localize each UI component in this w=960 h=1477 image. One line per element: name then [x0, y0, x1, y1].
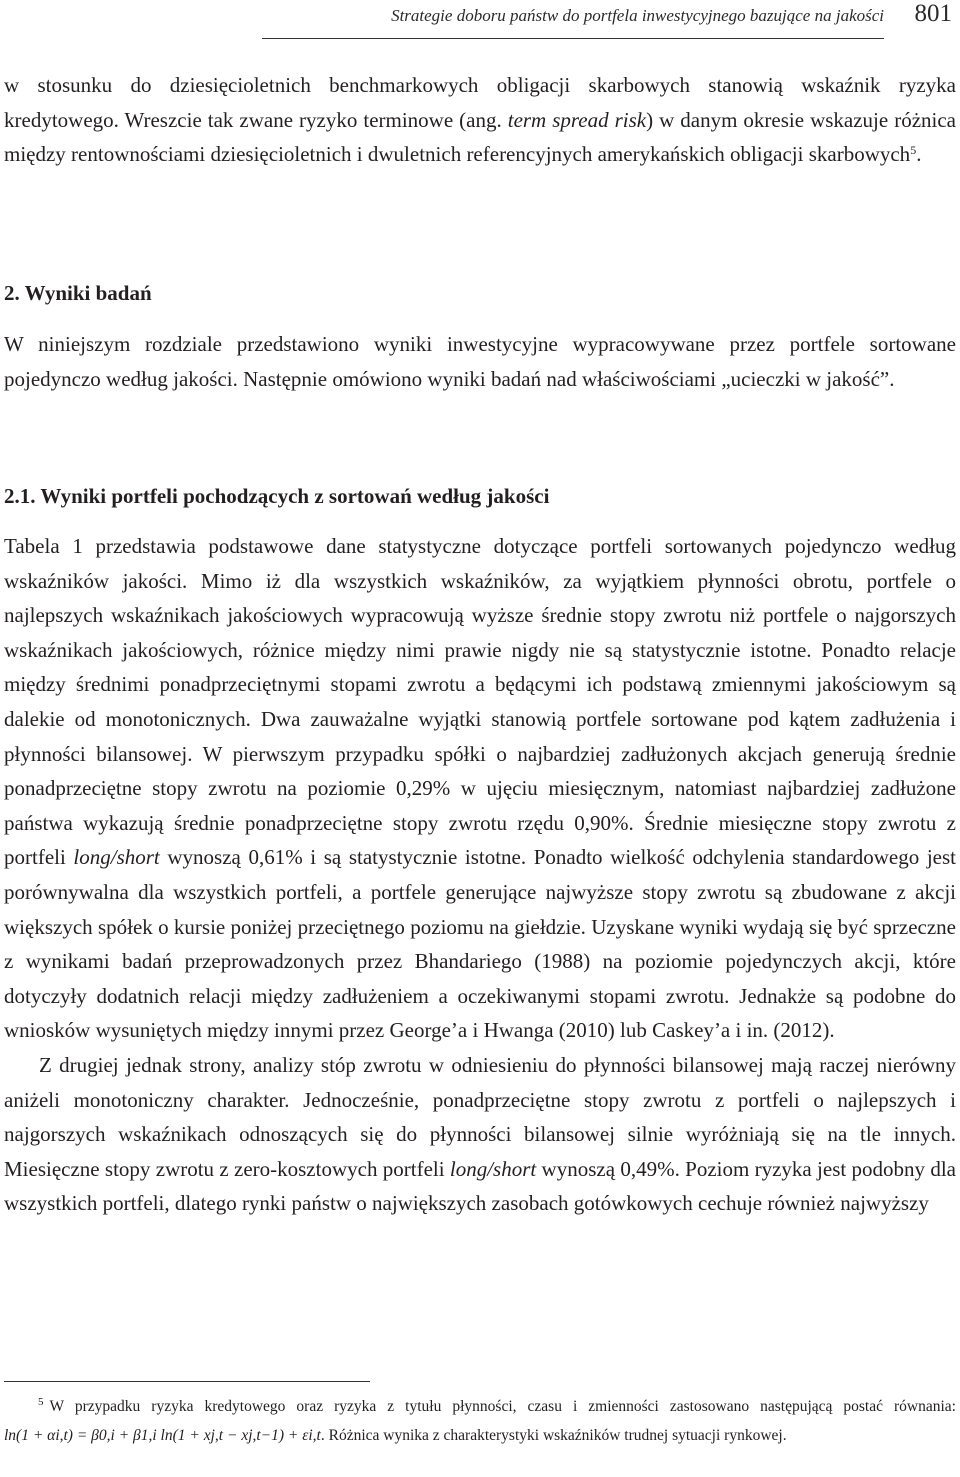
footnote-reference: 5	[910, 143, 917, 158]
footnote-text-part1: W przypadku ryzyka kredytowego oraz ryzyka z tytułu płynności, czasu i zmienności zastosowano następującą postać równania:	[49, 1398, 956, 1415]
section-2-1-paragraph-1	[4, 529, 956, 1048]
section-heading-2-1: 2.1. Wyniki portfeli pochodzących z sortowań według jakości	[4, 484, 550, 508]
intro-paragraph	[4, 68, 956, 175]
section-2-1-body	[4, 529, 956, 1221]
header-rule	[262, 38, 884, 39]
page-number: 801	[914, 0, 952, 27]
intro-text-part2: ) w danym okresie wskazuje różnica między rentownościami dziesięcioletnich i dwuletnich referencyjnych amerykańskich obligacji skarbowych	[4, 107, 956, 167]
p1-text-part1: Tabela 1 przedstawia podstawowe dane statystyczne dotyczące portfeli sortowanych pojedynczo według wskaźników jakości. Mimo iż dla wszystkich wskaźników, za wyjątkiem płynności obrotu, portfele o najlepszych wskaźnikach jakościowych wypracowują wyższe średnie stopy zwrotu niż portfele o najgorszych wskaźnikach jakościowych, różnice między nimi prawie nigdy nie są statystycznie istotne. Ponadto relacje między średnimi ponadprzeciętnymi stopami zwrotu a będącymi ich podstawą zmiennymi jakościowym są dalekie od monotonicznych. Dwa zauważalne wyjątki stanowią portfele sortowane pod kątem zadłużenia i płynności bilansowej. W pierwszym przypadku spółki o najbardziej zadłużonych akcjach generują średnie ponadprzeciętne stopy zwrotu na poziomie 0,29% w ujęciu miesięcznym, natomiast najbardziej zadłużone państwa wykazują średnie ponadprzeciętne stopy zwrotu rzędu 0,90%. Średnie miesięczne stopy zwrotu z portfeli	[4, 534, 956, 870]
p1-text-part2: wynoszą 0,61% i są statystycznie istotne. Ponadto wielkość odchylenia standardowego jest porównywalna dla wszystkich portfeli, a portfele generujące najwyższe stopy zwrotu są zbudowane z akcji większych spółek o kursie poniżej przeciętnego poziomu na giełdzie. Uzyskane wyniki wydają się być sprzeczne z wynikami badań przeprowadzonych przez Bhandariego (1988) na poziomie pojedynczych akcji, które dotyczyły dodatnich relacji między zadłużeniem a oczekiwanymi stopami zwrotu. Jednakże są podobne do wniosków wysuniętych między innymi przez George’a i Hwanga (2010) lub Caskey’a i in. (2012).	[4, 845, 957, 1043]
section-2-paragraph	[4, 327, 956, 396]
p2-text-part1: Z drugiej jednak strony, analizy stóp zwrotu w odniesieniu do płynności bilansowej mają raczej nierówny aniżeli monotoniczny charakter. Jednocześnie, ponadprzeciętne stopy zwrotu z portfeli o najlepszych i najgorszych wskaźnikach odnoszących się do płynności bilansowej silnie wyróżniają się na tle innych. Miesięczne stopy zwrotu z zero-kosztowych portfeli	[4, 1052, 956, 1181]
footnote-text-part2: . Różnica wynika z charakterystyki wskaźników trudnej sytuacji rynkowej.	[320, 1427, 787, 1444]
footnote-rule	[4, 1381, 370, 1382]
footnote-mark: 5	[38, 1396, 44, 1408]
intro-text-end: .	[916, 142, 922, 167]
footnote	[4, 1393, 956, 1449]
p1-italic-term: long/short	[73, 845, 160, 870]
section-2-text: W niniejszym rozdziale przedstawiono wyniki inwestycyjne wypracowywane przez portfele sortowane pojedynczo według jakości. Następnie omówiono wyniki badań nad właściwościami „ucieczki w jakość”.	[4, 332, 956, 391]
section-2-1-paragraph-2	[4, 1048, 956, 1221]
intro-text	[4, 68, 956, 175]
intro-term: term spread risk	[507, 107, 647, 132]
running-header-title: Strategie doboru państw do portfela inwestycyjnego bazujące na jakości	[391, 6, 884, 25]
footnote-formula: ln(1 + αi,t) = β0,i + β1,i ln(1 + xj,t − xj,t−1) + εi,t	[4, 1427, 321, 1444]
p2-italic-term: long/short	[449, 1156, 537, 1181]
intro-text-part1: w stosunku do dziesięcioletnich benchmarkowych obligacji skarbowych stanowią wskaźnik ryzyka kredytowego. Wreszcie tak zwane ryzyko terminowe (ang.	[4, 73, 956, 132]
running-header	[0, 0, 960, 40]
p2-text-part2: wynoszą 0,49%. Poziom ryzyka jest podobny dla wszystkich portfeli, dlatego rynki państw o największych zasobach gotówkowych cechuje również najwyższy	[4, 1156, 956, 1216]
section-heading-2: 2. Wyniki badań	[4, 281, 152, 305]
